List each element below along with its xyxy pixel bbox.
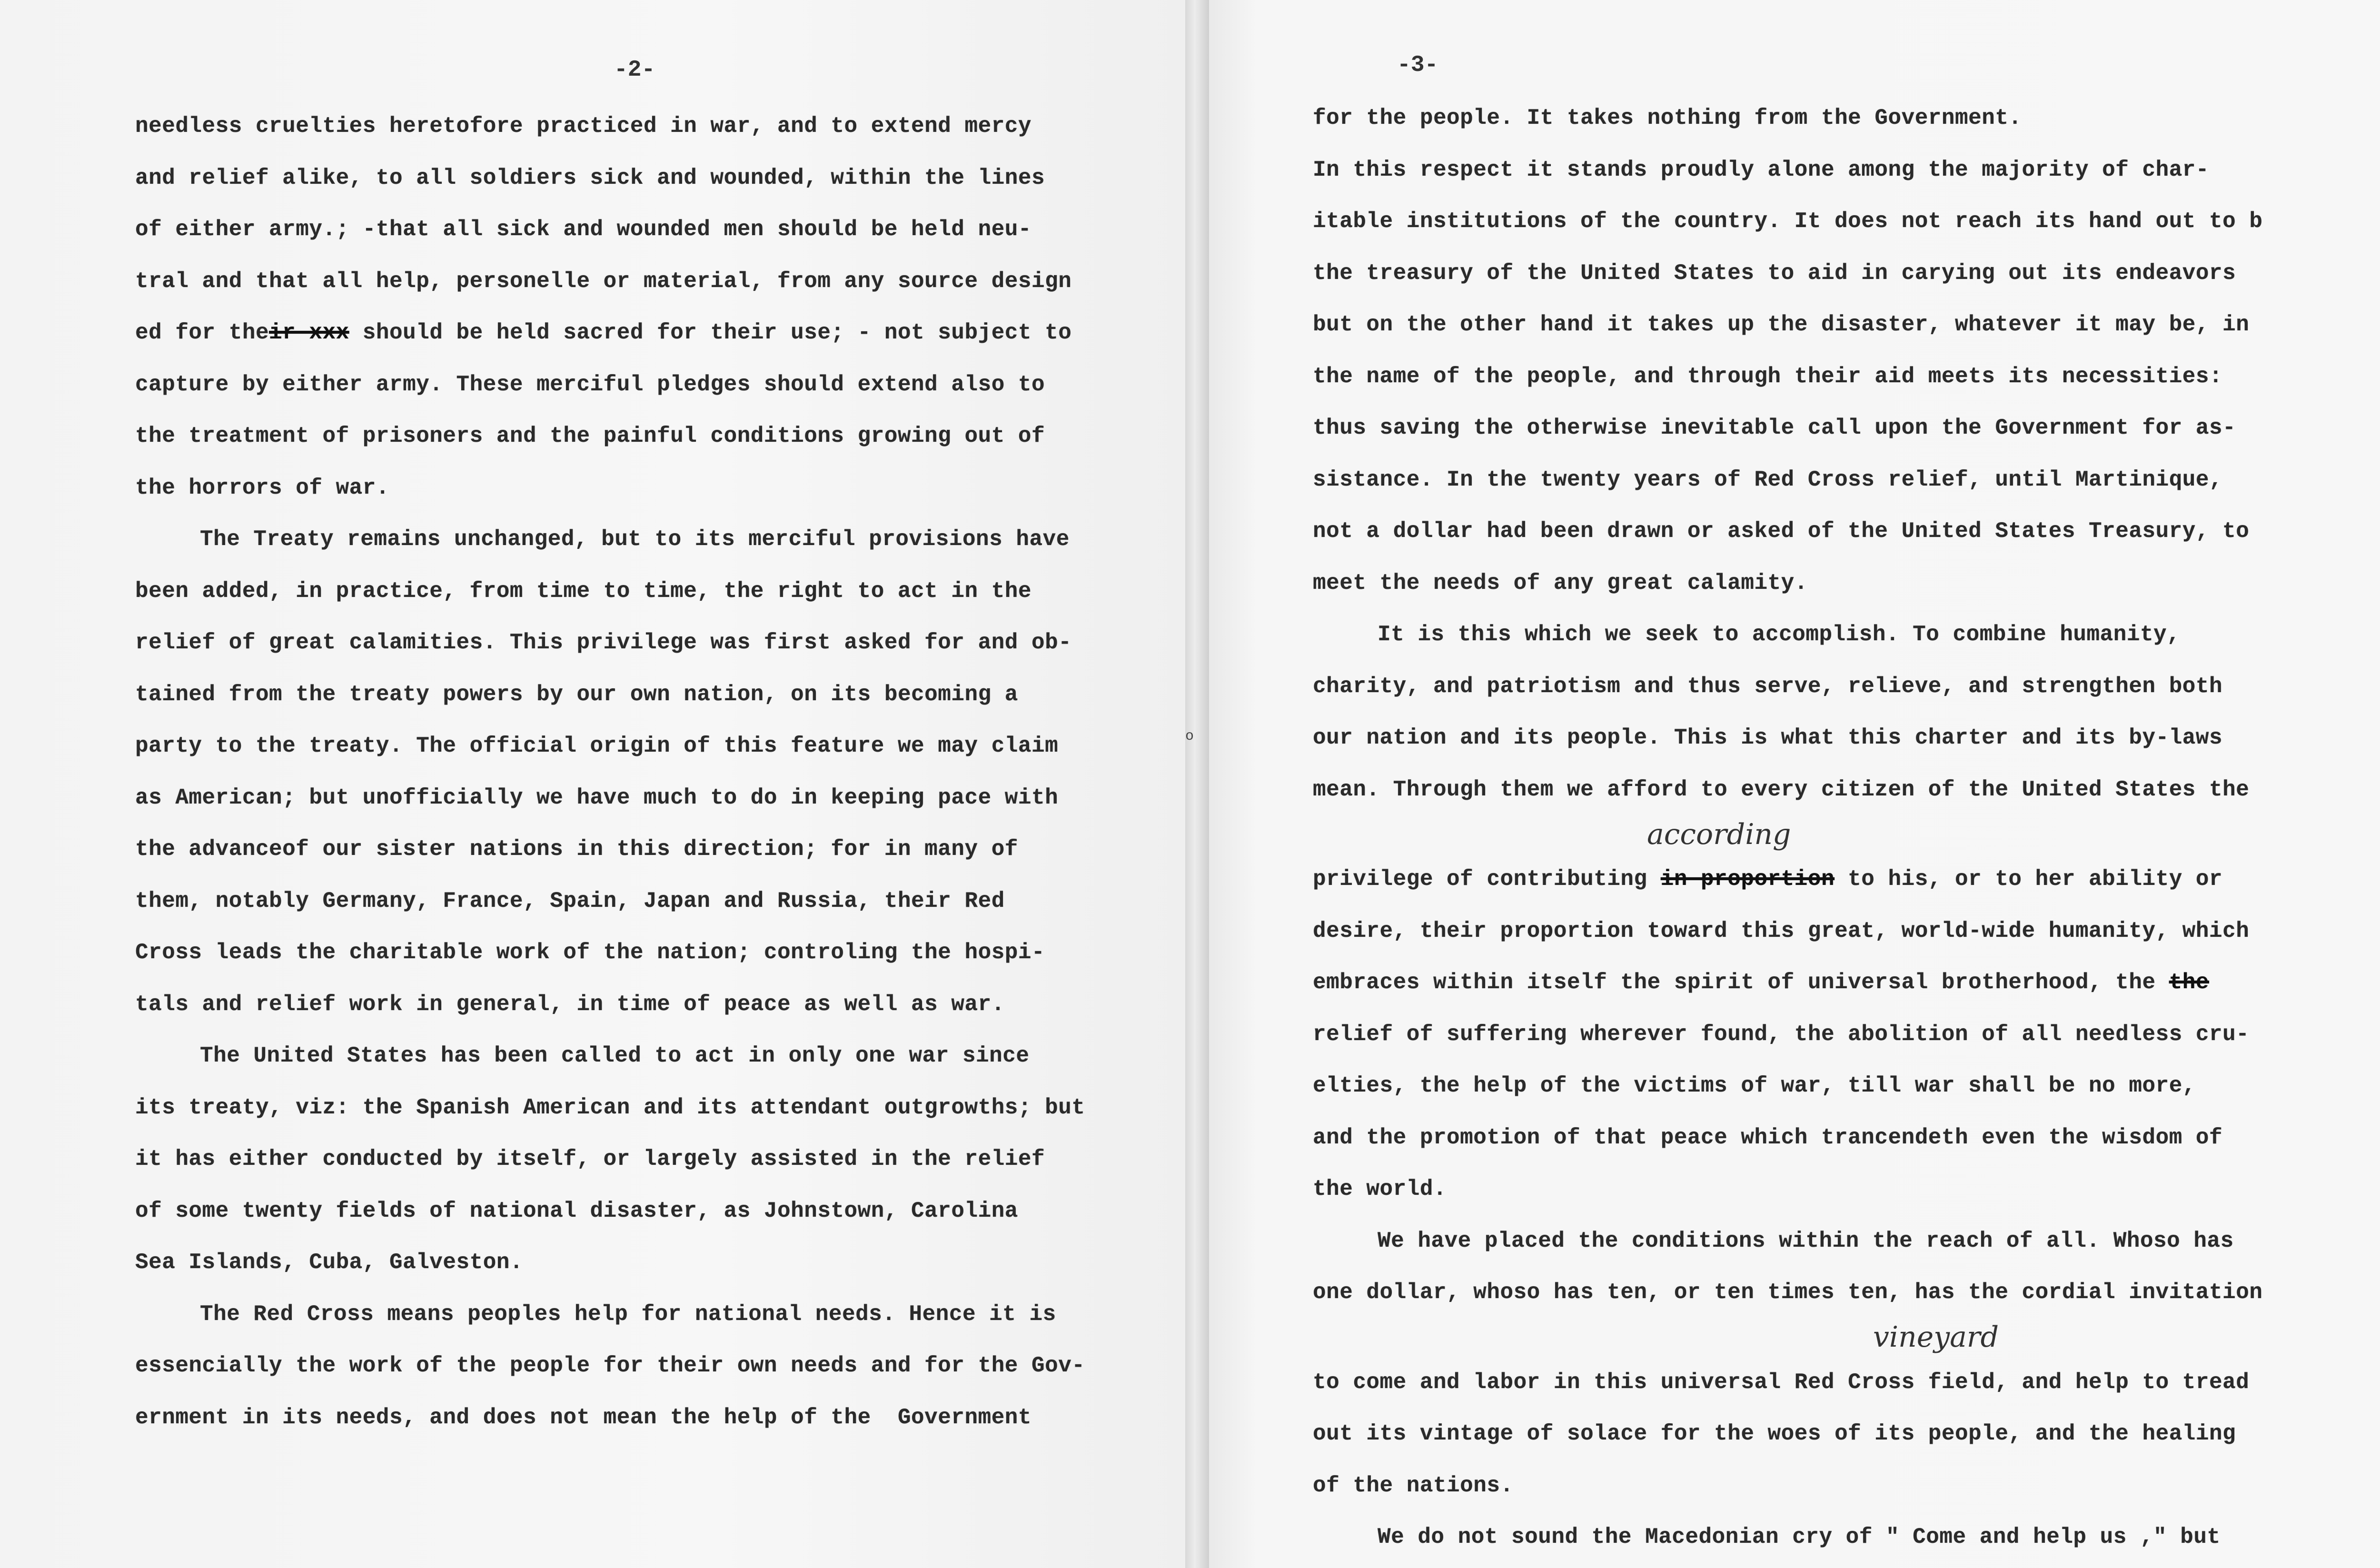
text-line: and relief alike, to all soldiers sick and wounded, within the lines <box>135 165 1045 190</box>
page-number: -2- <box>614 57 655 83</box>
text-line: elties, the help of the victims of war, till war shall be no more, <box>1313 1073 2196 1098</box>
text-line: relief of great calamities. This privilege was first asked for and ob- <box>135 630 1072 655</box>
text-line: needless cruelties heretofore practiced in war, and to extend mercy <box>135 114 1032 139</box>
text-line: it has either conducted by itself, or largely assisted in the relief <box>135 1147 1045 1171</box>
text-line: We do not sound the Macedonian cry of " Come and help us ," but <box>1378 1525 2221 1549</box>
text-line: tral and that all help, personelle or material, from any source design <box>135 268 1072 294</box>
text-line: meet the needs of any great calamity. <box>1313 570 1808 595</box>
text-line: the treatment of prisoners and the painful conditions growing out of <box>135 424 1045 448</box>
text-line: its treaty, viz: the Spanish American and its attendant outgrowths; but <box>135 1095 1085 1120</box>
text-line: and the promotion of that peace which trancendeth even the wisdom of <box>1313 1125 2223 1150</box>
text-line: the treasury of the United States to aid in carying out its endeavors <box>1313 260 2236 286</box>
text-line: The Treaty remains unchanged, but to its merciful provisions have <box>200 527 1070 552</box>
text-line: desire, their proportion toward this great, world-wide humanity, which <box>1313 918 2250 943</box>
text-line: to come and labor in this universal Red Cross field, and help to tread <box>1313 1370 2250 1395</box>
text-segment: privilege of contributing <box>1313 867 1661 892</box>
text-segment: to his, or to her ability or <box>1835 867 2223 892</box>
text-line: for the people. It takes nothing from the Government. <box>1313 106 2022 130</box>
text-line: tals and relief work in general, in time of peace as well as war. <box>135 992 1005 1017</box>
text-line: sistance. In the twenty years of Red Cross relief, until Martinique, <box>1313 467 2223 492</box>
text-segment: ed for the <box>135 320 269 345</box>
text-line: of the nations. <box>1313 1473 1514 1498</box>
text-line: We have placed the conditions within the reach of all. Whoso has <box>1378 1228 2234 1253</box>
text-line <box>1313 957 2262 1009</box>
text-line: of either army.; -that all sick and wounded men should be held neu- <box>135 217 1032 242</box>
text-line: Sea Islands, Cuba, Galveston. <box>135 1250 524 1275</box>
text-line: tained from the treaty powers by our own nation, on its becoming a <box>135 682 1018 707</box>
text-line: In this respect it stands proudly alone among the majority of char- <box>1313 157 2210 182</box>
text-line: our nation and its people. This is what this charter and its by-laws <box>1313 725 2223 750</box>
text-line: the advanceof our sister nations in this direction; for in many of <box>135 837 1018 862</box>
text-line: thus saving the otherwise inevitable call upon the Government for as- <box>1313 416 2236 440</box>
text-line: mean. Through them we afford to every citizen of the United States the <box>1313 777 2250 802</box>
text-line: party to the treaty. The official origin of this feature we may claim <box>135 734 1059 758</box>
text-line: of some twenty fields of national disaster, as Johnstown, Carolina <box>135 1198 1018 1223</box>
text-line: but on the other hand it takes up the disaster, whatever it may be, in <box>1313 312 2250 337</box>
page-body-text <box>135 100 1085 1443</box>
struck-out-text: ir xxx <box>269 320 349 345</box>
text-line: the horrors of war. <box>135 475 389 500</box>
struck-out-text: in proportion <box>1660 867 1835 892</box>
text-line: the name of the people, and through their aid meets its necessities: <box>1313 364 2223 389</box>
text-segment: should be held sacred for their use; - not subject to <box>349 320 1072 345</box>
scan-mark: o <box>1185 728 1194 744</box>
text-line: the world. <box>1313 1177 1447 1201</box>
text-line: not a dollar had been drawn or asked of the United States Treasury, to <box>1313 519 2250 544</box>
text-line: as American; but unofficially we have much to do in keeping pace with <box>135 785 1059 810</box>
text-line: itable institutions of the country. It does not reach its hand out to b <box>1313 209 2263 234</box>
text-line: ernment in its needs, and does not mean the help of the Government <box>135 1405 1032 1430</box>
text-line: The United States has been called to act in only one war since <box>200 1043 1030 1068</box>
text-line: them, notably Germany, France, Spain, Japan and Russia, their Red <box>135 888 1005 913</box>
right-page <box>1209 0 2380 1568</box>
text-segment: embraces within itself the spirit of universal brotherhood, the <box>1313 970 2169 995</box>
struck-out-text: the <box>2169 970 2210 995</box>
text-line: capture by either army. These merciful pledges should extend also to <box>135 372 1045 397</box>
text-line: essencially the work of the people for their own needs and for the Gov- <box>135 1353 1085 1378</box>
left-page <box>0 0 1185 1568</box>
page-number: -3- <box>1397 52 1438 78</box>
text-line: out its vintage of solace for the woes of its people, and the healing <box>1313 1421 2236 1446</box>
handwritten-annotation-according: according <box>1647 818 1791 851</box>
page-gutter <box>1185 0 1209 1568</box>
text-line: charity, and patriotism and thus serve, relieve, and strengthen both <box>1313 674 2223 699</box>
text-line: It is this which we seek to accomplish. To combine humanity, <box>1378 622 2181 647</box>
text-line: been added, in practice, from time to time, the right to act in the <box>135 578 1032 604</box>
text-line: relief of suffering wherever found, the abolition of all needless cru- <box>1313 1022 2250 1047</box>
text-line: The Red Cross means peoples help for national needs. Hence it is <box>200 1301 1056 1327</box>
text-line: Cross leads the charitable work of the nation; controling the hospi- <box>135 940 1045 965</box>
handwritten-annotation-vineyard: vineyard <box>1873 1320 1999 1354</box>
text-line: one dollar, whoso has ten, or ten times ten, has the cordial invitation <box>1313 1280 2263 1305</box>
text-line <box>135 307 1085 359</box>
